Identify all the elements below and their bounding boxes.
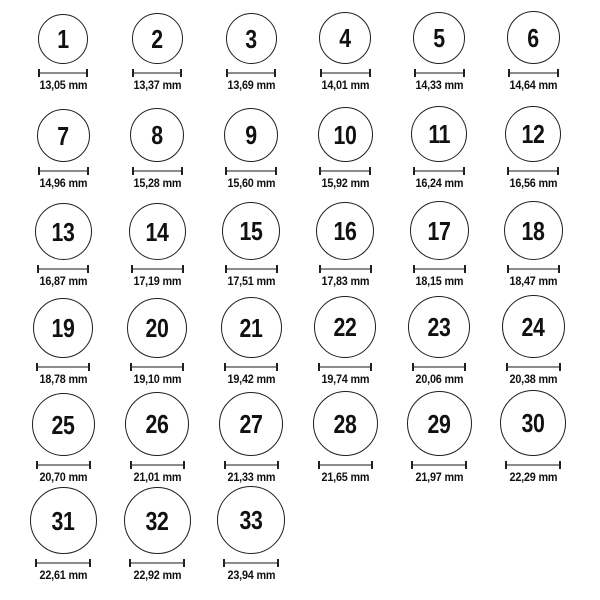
diameter-label: 19,42 mm	[227, 374, 275, 386]
chart-row	[0, 0, 600, 98]
ring-size-cell	[204, 297, 298, 392]
measure-tick-right	[557, 167, 559, 175]
ring-circle	[318, 107, 373, 162]
ring-size-number: 8	[151, 120, 163, 150]
measure-tick-right	[89, 461, 91, 469]
diameter-label: 21,97 mm	[415, 472, 463, 484]
measure-bar	[134, 170, 181, 172]
ring-circle	[129, 203, 186, 260]
ring-size-cell	[16, 109, 110, 196]
ring-size-cell	[204, 392, 298, 490]
diameter-label: 13,37 mm	[133, 80, 181, 92]
ring-circle	[30, 487, 97, 554]
diameter-measure-line	[132, 167, 183, 175]
measure-bar	[40, 170, 87, 172]
diameter-measure-line	[38, 69, 88, 77]
ring-size-number: 23	[427, 312, 451, 342]
measure-bar	[132, 464, 183, 466]
ring-size-number: 32	[145, 505, 169, 536]
measure-bar	[134, 72, 180, 74]
diameter-measure-line	[412, 363, 466, 371]
measure-tick-right	[183, 461, 185, 469]
ring-size-cell	[486, 295, 580, 392]
diameter-measure-line	[129, 559, 185, 567]
ring-circle	[224, 108, 278, 162]
diameter-label: 17,83 mm	[321, 276, 369, 288]
ring-circle	[33, 298, 93, 358]
measure-bar	[225, 562, 277, 564]
measure-tick-right	[370, 265, 372, 273]
diameter-measure-line	[413, 265, 466, 273]
chart-row	[0, 392, 600, 490]
ring-size-number: 33	[239, 505, 263, 535]
diameter-measure-line	[223, 559, 279, 567]
measure-bar	[227, 268, 276, 270]
ring-size-cell	[486, 390, 580, 490]
diameter-label: 21,01 mm	[133, 472, 181, 484]
ring-size-cell	[486, 106, 580, 196]
diameter-measure-line	[225, 265, 278, 273]
diameter-measure-line	[130, 363, 184, 371]
ring-size-number: 29	[427, 408, 451, 439]
ring-size-cell	[204, 13, 298, 98]
ring-circle	[222, 202, 280, 260]
diameter-measure-line	[414, 69, 465, 77]
diameter-measure-line	[36, 461, 91, 469]
ring-size-number: 9	[245, 120, 257, 150]
diameter-label: 23,94 mm	[227, 570, 275, 582]
diameter-measure-line	[507, 265, 560, 273]
ring-circle	[130, 108, 184, 162]
ring-size-cell	[110, 298, 204, 392]
measure-tick-right	[87, 265, 89, 273]
diameter-measure-line	[319, 167, 371, 175]
measure-tick-right	[88, 363, 90, 371]
ring-size-number: 31	[51, 505, 75, 536]
measure-tick-right	[558, 265, 560, 273]
measure-tick-right	[87, 167, 89, 175]
ring-size-cell	[110, 487, 204, 588]
diameter-label: 21,33 mm	[227, 472, 275, 484]
measure-bar	[322, 72, 369, 74]
ring-size-number: 30	[521, 408, 545, 438]
diameter-label: 19,74 mm	[321, 374, 369, 386]
ring-size-cell	[392, 106, 486, 196]
measure-bar	[414, 366, 464, 368]
diameter-label: 16,87 mm	[39, 276, 87, 288]
measure-tick-right	[559, 363, 561, 371]
diameter-measure-line	[225, 167, 277, 175]
measure-bar	[38, 366, 88, 368]
ring-circle	[507, 11, 560, 64]
diameter-label: 17,51 mm	[227, 276, 275, 288]
ring-circle	[408, 296, 470, 358]
diameter-label: 14,33 mm	[415, 80, 463, 92]
ring-circle	[319, 12, 371, 64]
diameter-label: 16,56 mm	[509, 178, 557, 190]
diameter-label: 19,10 mm	[133, 374, 181, 386]
measure-bar	[509, 170, 557, 172]
ring-circle	[221, 297, 282, 358]
ring-size-number: 3	[245, 23, 257, 54]
ring-circle	[413, 12, 465, 64]
ring-size-number: 13	[51, 216, 75, 247]
diameter-measure-line	[224, 461, 279, 469]
measure-bar	[507, 464, 559, 466]
measure-tick-right	[464, 265, 466, 273]
ring-size-number: 24	[521, 311, 545, 342]
measure-tick-right	[465, 461, 467, 469]
ring-circle	[314, 296, 376, 358]
ring-size-number: 10	[333, 119, 357, 150]
diameter-measure-line	[320, 69, 371, 77]
diameter-label: 13,05 mm	[39, 80, 87, 92]
ring-circle	[132, 13, 183, 64]
ring-circle	[410, 201, 469, 260]
measure-tick-right	[182, 265, 184, 273]
ring-size-number: 17	[427, 215, 451, 246]
ring-circle	[407, 391, 472, 456]
diameter-measure-line	[132, 69, 182, 77]
ring-size-cell	[110, 108, 204, 196]
diameter-measure-line	[224, 363, 278, 371]
measure-tick-right	[369, 69, 371, 77]
ring-size-number: 4	[339, 23, 351, 53]
ring-size-cell	[16, 487, 110, 588]
ring-size-cell	[298, 202, 392, 294]
diameter-measure-line	[38, 167, 89, 175]
ring-circle	[38, 14, 88, 64]
measure-bar	[320, 464, 371, 466]
diameter-label: 18,47 mm	[509, 276, 557, 288]
ring-size-cell	[110, 13, 204, 98]
measure-bar	[415, 268, 464, 270]
diameter-measure-line	[36, 363, 90, 371]
ring-size-number: 7	[57, 120, 69, 151]
measure-bar	[40, 72, 86, 74]
diameter-measure-line	[505, 461, 561, 469]
diameter-measure-line	[413, 167, 465, 175]
ring-size-number: 18	[521, 215, 545, 246]
diameter-measure-line	[318, 461, 373, 469]
ring-size-number: 2	[151, 23, 163, 54]
diameter-label: 14,96 mm	[39, 178, 87, 190]
diameter-label: 14,64 mm	[509, 80, 557, 92]
diameter-measure-line	[35, 559, 91, 567]
ring-size-number: 11	[428, 119, 450, 149]
chart-row	[0, 98, 600, 196]
diameter-label: 15,92 mm	[321, 178, 369, 190]
ring-circle	[226, 13, 277, 64]
ring-size-cell	[16, 393, 110, 490]
chart-row	[0, 490, 600, 588]
ring-size-cell	[392, 12, 486, 98]
diameter-measure-line	[507, 167, 559, 175]
measure-bar	[133, 268, 182, 270]
measure-tick-right	[559, 461, 561, 469]
ring-size-number: 25	[51, 409, 75, 440]
diameter-label: 18,78 mm	[39, 374, 87, 386]
ring-circle	[35, 203, 92, 260]
ring-size-number: 1	[57, 24, 69, 54]
measure-tick-right	[277, 559, 279, 567]
ring-size-cell	[110, 203, 204, 294]
ring-circle	[127, 298, 187, 358]
ring-size-cell	[110, 392, 204, 490]
ring-circle	[124, 487, 191, 554]
ring-size-cell	[298, 107, 392, 196]
measure-tick-right	[276, 363, 278, 371]
measure-bar	[509, 268, 558, 270]
diameter-measure-line	[131, 265, 184, 273]
ring-size-number: 20	[145, 313, 169, 343]
measure-tick-right	[464, 363, 466, 371]
measure-tick-right	[275, 167, 277, 175]
diameter-label: 14,01 mm	[321, 80, 369, 92]
measure-tick-right	[277, 461, 279, 469]
diameter-label: 20,70 mm	[39, 472, 87, 484]
measure-tick-right	[370, 363, 372, 371]
chart-row	[0, 196, 600, 294]
ring-circle	[500, 390, 566, 456]
ring-circle	[32, 393, 95, 456]
ring-size-cell	[204, 108, 298, 196]
diameter-label: 18,15 mm	[415, 276, 463, 288]
measure-tick-right	[180, 69, 182, 77]
diameter-label: 22,61 mm	[39, 570, 87, 582]
ring-circle	[502, 295, 565, 358]
ring-size-cell	[16, 298, 110, 392]
diameter-label: 15,60 mm	[227, 178, 275, 190]
ring-size-number: 5	[433, 23, 445, 53]
measure-bar	[228, 72, 274, 74]
ring-size-number: 28	[333, 408, 357, 439]
diameter-measure-line	[130, 461, 185, 469]
ring-size-number: 12	[521, 119, 545, 149]
measure-tick-right	[86, 69, 88, 77]
measure-bar	[416, 72, 463, 74]
diameter-measure-line	[318, 363, 372, 371]
ring-size-cell	[298, 391, 392, 490]
diameter-label: 21,65 mm	[321, 472, 369, 484]
diameter-label: 22,92 mm	[133, 570, 181, 582]
measure-bar	[413, 464, 465, 466]
measure-tick-right	[463, 69, 465, 77]
measure-bar	[510, 72, 557, 74]
ring-circle	[217, 486, 285, 554]
ring-circle	[505, 106, 561, 162]
ring-size-cell	[204, 202, 298, 294]
ring-circle	[219, 392, 283, 456]
ring-size-cell	[298, 12, 392, 98]
measure-tick-right	[371, 461, 373, 469]
diameter-label: 17,19 mm	[133, 276, 181, 288]
measure-tick-right	[463, 167, 465, 175]
measure-bar	[508, 366, 559, 368]
ring-size-cell	[392, 391, 486, 490]
diameter-label: 20,06 mm	[415, 374, 463, 386]
ring-circle	[316, 202, 374, 260]
ring-circle	[411, 106, 467, 162]
ring-size-cell	[16, 203, 110, 294]
diameter-measure-line	[411, 461, 467, 469]
measure-bar	[226, 366, 276, 368]
diameter-label: 16,24 mm	[415, 178, 463, 190]
ring-size-cell	[392, 296, 486, 392]
diameter-measure-line	[319, 265, 372, 273]
ring-size-cell	[486, 201, 580, 294]
ring-circle	[313, 391, 378, 456]
measure-tick-right	[182, 363, 184, 371]
ring-size-number: 6	[527, 22, 539, 53]
measure-tick-right	[274, 69, 276, 77]
measure-bar	[320, 366, 370, 368]
measure-tick-right	[183, 559, 185, 567]
measure-tick-right	[181, 167, 183, 175]
ring-circle	[504, 201, 563, 260]
measure-tick-right	[557, 69, 559, 77]
diameter-measure-line	[506, 363, 561, 371]
ring-size-number: 21	[239, 312, 263, 343]
diameter-label: 15,28 mm	[133, 178, 181, 190]
ring-size-cell	[486, 11, 580, 98]
diameter-measure-line	[37, 265, 89, 273]
diameter-label: 20,38 mm	[509, 374, 557, 386]
ring-size-number: 27	[239, 409, 263, 439]
diameter-measure-line	[226, 69, 276, 77]
measure-bar	[227, 170, 275, 172]
diameter-measure-line	[508, 69, 559, 77]
measure-bar	[321, 170, 369, 172]
ring-circle	[37, 109, 90, 162]
measure-tick-right	[89, 559, 91, 567]
ring-size-number: 26	[145, 409, 169, 439]
ring-size-cell	[204, 486, 298, 588]
chart-row	[0, 294, 600, 392]
measure-bar	[39, 268, 87, 270]
diameter-label: 22,29 mm	[509, 472, 557, 484]
ring-circle	[125, 392, 189, 456]
ring-size-cell	[392, 201, 486, 294]
ring-size-number: 14	[145, 216, 169, 247]
measure-tick-right	[276, 265, 278, 273]
measure-bar	[132, 366, 182, 368]
ring-size-number: 15	[239, 216, 263, 246]
measure-bar	[37, 562, 89, 564]
ring-size-number: 16	[333, 216, 357, 246]
measure-bar	[131, 562, 183, 564]
ring-size-number: 22	[333, 312, 357, 342]
ring-size-cell	[298, 296, 392, 392]
measure-tick-right	[369, 167, 371, 175]
measure-bar	[38, 464, 89, 466]
diameter-label: 13,69 mm	[227, 80, 275, 92]
measure-bar	[415, 170, 463, 172]
measure-bar	[226, 464, 277, 466]
ring-size-number: 19	[51, 313, 75, 343]
ring-size-cell	[16, 14, 110, 98]
measure-bar	[321, 268, 370, 270]
